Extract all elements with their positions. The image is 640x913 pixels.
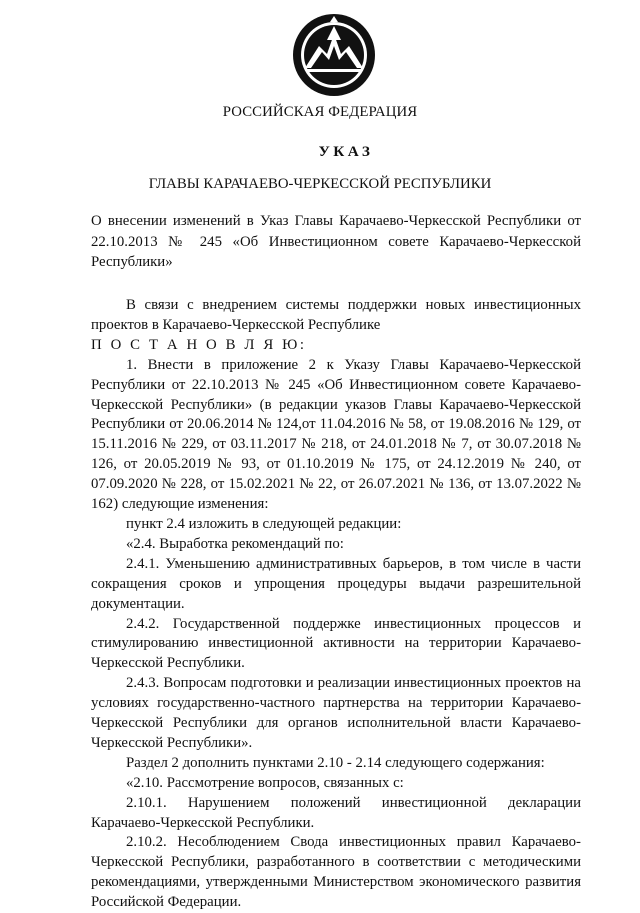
body-paragraph: «2.10. Рассмотрение вопросов, связанных с: [126, 774, 404, 791]
body-paragraph: 2.10.2. Несоблюдением Свода инвестиционных правил Карачаево-Черкесской Республики, разработанного в соответствии с методическими рекомендациями, утвержденными Министерством экономического развития Российской Федерации. [91, 834, 581, 911]
body-paragraph: Раздел 2 дополнить пунктами 2.10 - 2.14 следующего содержания: [126, 754, 545, 771]
country-title: РОССИЙСКАЯ ФЕДЕРАЦИЯ [222, 104, 418, 120]
body-paragraph: 2.4.1. Уменьшению административных барьеров, в том числе в части сокращения сроков и упрощения процедуры выдачи разрешительной документации. [91, 555, 581, 612]
document-type-title: УКАЗ [318, 143, 374, 160]
decree-subject: О внесении изменений в Указ Главы Карачаево-Черкесской Республики от 22.10.2013 № 245 «Об Инвестиционном совете Карачаево-Черкесской Республики» [91, 213, 581, 270]
body-paragraph: «2.4. Выработка рекомендаций по: [126, 535, 344, 552]
preamble-paragraph: В связи с внедрением системы поддержки новых инвестиционных проектов в Карачаево-Черкесской Республике [91, 297, 581, 333]
body-paragraph: 2.10.1. Нарушением положений инвестиционной декларации Карачаево-Черкесской Республики. [91, 794, 581, 831]
decree-body [91, 296, 581, 913]
body-paragraph: 1. Внести в приложение 2 к Указу Главы Карачаево-Черкесской Республики от 22.10.2013 № 245 «Об Инвестиционном совете Карачаево-Черкесской Республики» (в редакции указов Главы Карачаево-Черкесской Республики от 20.06.2014 № 124,от 11.04.2016 № 58, от 19.08.2016 № 129, от 15.11.2016 № 229, от 03.11.2017 № 218, от 24.01.2018 № 7, от 30.07.2018 № 126, от 20.05.2019 № 93, от 01.10.2019 № 175, от 24.12.2019 № 240, от 07.09.2020 № 228, от 15.02.2021 № 22, от 26.07.2021 № 136, от 13.07.2022 № 162) следующие изменения: [91, 356, 581, 513]
body-paragraph: 2.4.2. Государственной поддержке инвестиционных процессов и стимулированию инвестиционной активности на территории Карачаево-Черкесской Республики. [91, 615, 581, 672]
body-paragraph: 2.4.3. Вопросам подготовки и реализации инвестиционных проектов на условиях государственно-частного партнерства на территории Карачаево-Черкесской Республики для органов исполнительной власти Карачаево-Черкесской Республики». [91, 675, 581, 751]
body-paragraph: пункт 2.4 изложить в следующей редакции: [126, 515, 402, 532]
coat-of-arms-emblem [289, 12, 379, 98]
decree-word: П О С Т А Н О В Л Я Ю: [91, 336, 307, 353]
issuer-title: ГЛАВЫ КАРАЧАЕВО-ЧЕРКЕССКОЙ РЕСПУБЛИКИ [148, 176, 492, 192]
